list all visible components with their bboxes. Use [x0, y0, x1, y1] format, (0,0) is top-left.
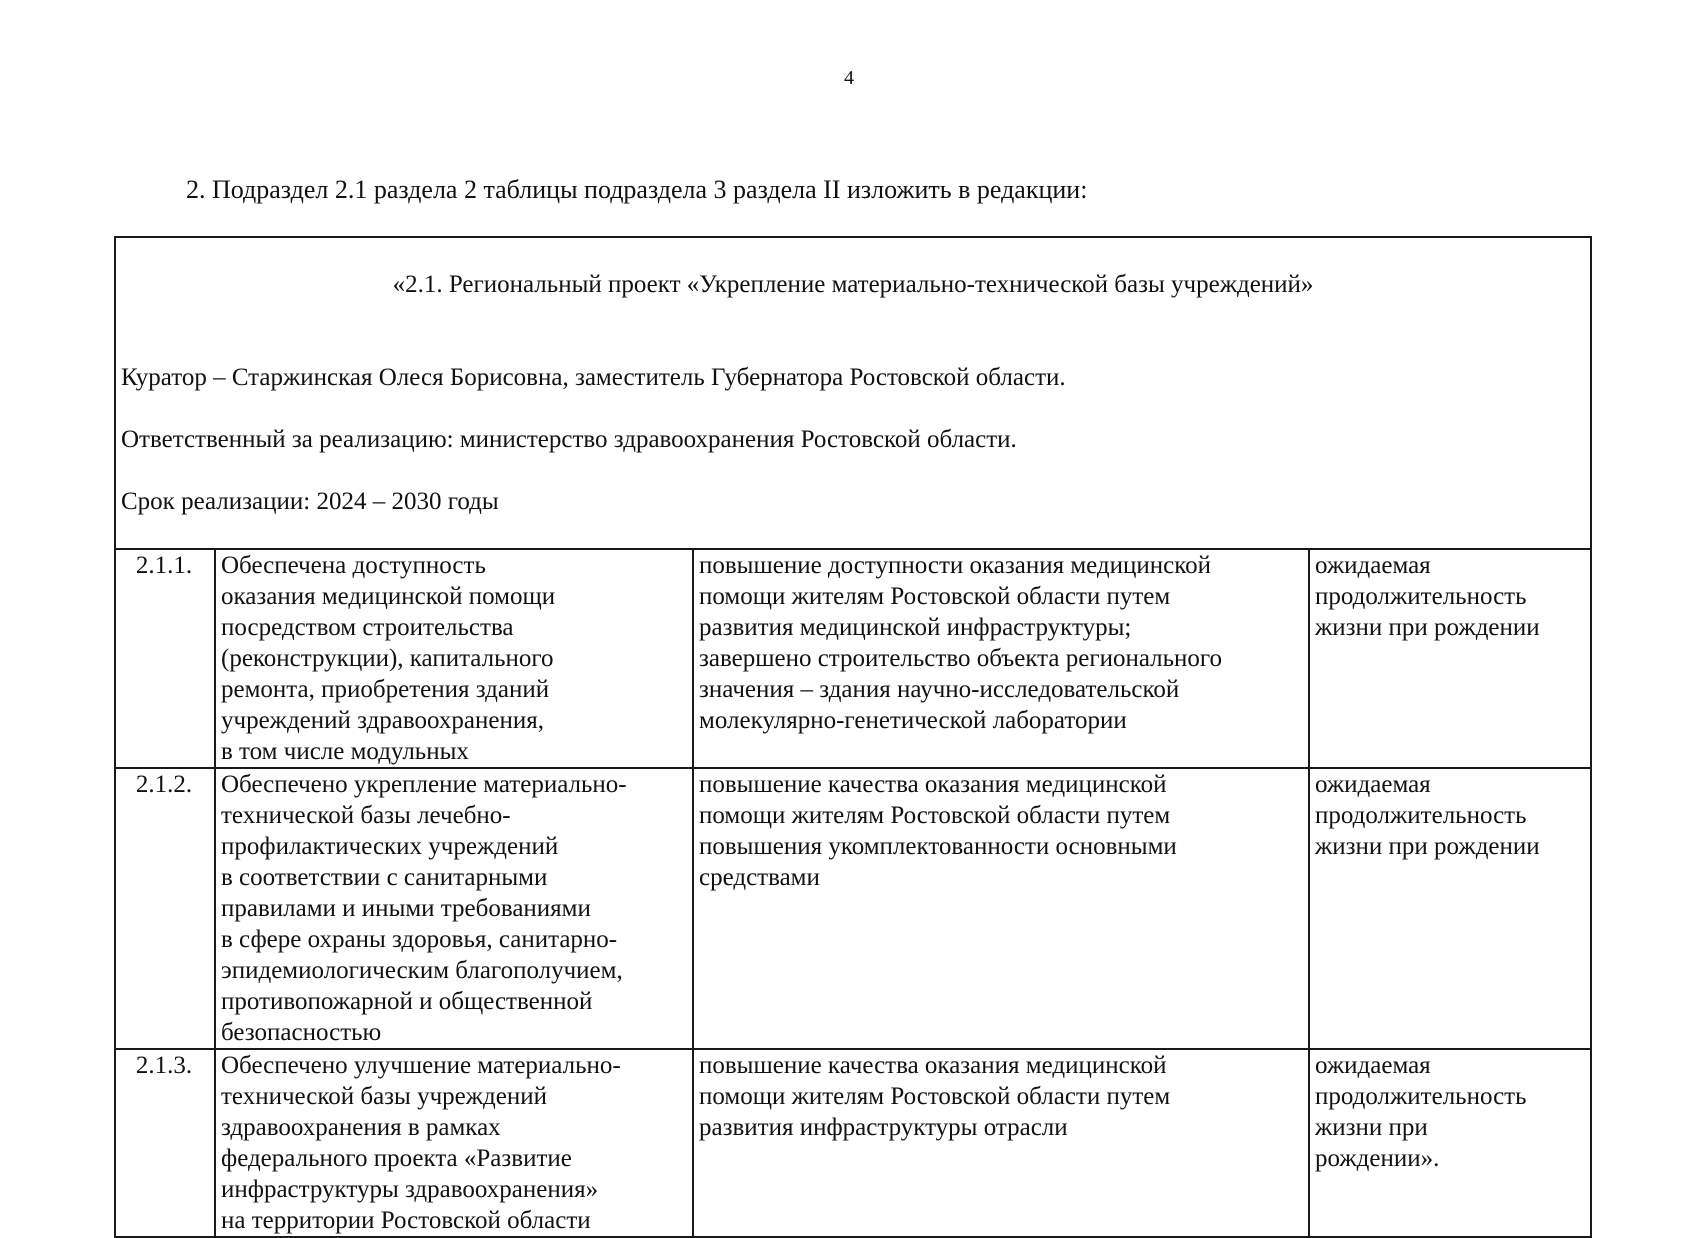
- table-row: [115, 549, 1591, 768]
- project-header-cell: [115, 237, 1591, 549]
- table-header-row: [115, 237, 1591, 549]
- effect-cell: повышение качества оказания медицинской помощи жителям Ростовской области путем повышения укомплектованности основными средствами: [693, 768, 1309, 1049]
- row-number: 2.1.1.: [115, 549, 215, 768]
- task-cell: Обеспечено укрепление материально- технической базы лечебно- профилактических учреждений в соответствии с санитарными правилами и иными требованиями в сфере охраны здоровья, санитарно- эпидемиологическим благополучием, противопожарной и общественной безопасностью: [215, 768, 693, 1049]
- indicator-cell: ожидаемая продолжительность жизни при рождении».: [1309, 1049, 1591, 1237]
- table-row: [115, 768, 1591, 1049]
- term-line: Срок реализации: 2024 – 2030 годы: [121, 488, 499, 515]
- effect-cell: повышение доступности оказания медицинской помощи жителям Ростовской области путем развития медицинской инфраструктуры; завершено строительство объекта регионального значения – здания научно-исследовательской молекулярно-генетической лаборатории: [693, 549, 1309, 768]
- task-cell: Обеспечено улучшение материально- технической базы учреждений здравоохранения в рамках федерального проекта «Развитие инфраструктуры здравоохранения» на территории Ростовской области: [215, 1049, 693, 1237]
- responsible-line: Ответственный за реализацию: министерство здравоохранения Ростовской области.: [121, 426, 1017, 453]
- row-number: 2.1.2.: [115, 768, 215, 1049]
- intro-paragraph: 2. Подраздел 2.1 раздела 2 таблицы подраздела 3 раздела II изложить в редакции:: [186, 175, 1088, 204]
- indicator-cell: ожидаемая продолжительность жизни при рождении: [1309, 549, 1591, 768]
- project-title: «2.1. Региональный проект «Укрепление материально-технической базы учреждений»: [392, 271, 1314, 298]
- row-number: 2.1.3.: [115, 1049, 215, 1237]
- indicator-cell: ожидаемая продолжительность жизни при рождении: [1309, 768, 1591, 1049]
- project-table: [114, 236, 1592, 1238]
- task-cell: Обеспечена доступность оказания медицинской помощи посредством строительства (реконструкции), капитального ремонта, приобретения зданий учреждений здравоохранения, в том числе модульных: [215, 549, 693, 768]
- curator-line: Куратор – Старжинская Олеся Борисовна, заместитель Губернатора Ростовской области.: [121, 364, 1066, 391]
- effect-cell: повышение качества оказания медицинской помощи жителям Ростовской области путем развития инфраструктуры отрасли: [693, 1049, 1309, 1237]
- page-number: 4: [844, 67, 854, 89]
- table-row: [115, 1049, 1591, 1237]
